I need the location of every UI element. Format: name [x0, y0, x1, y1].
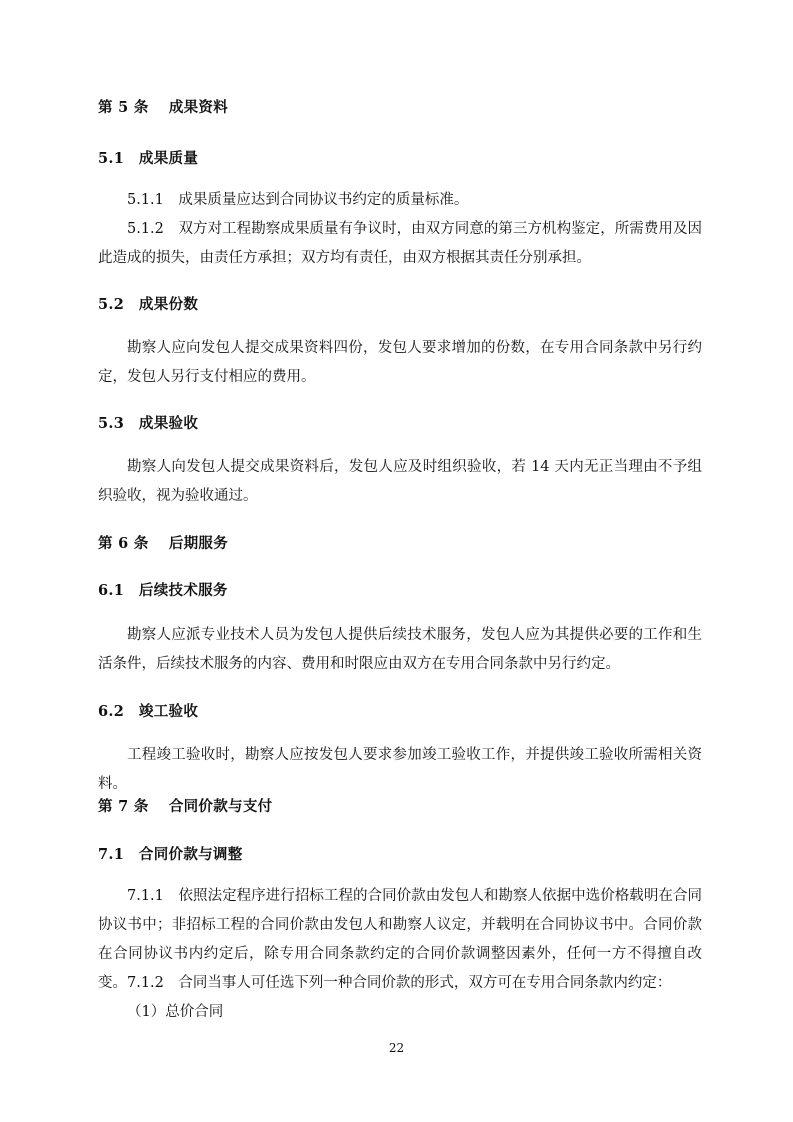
subsection-heading-6-2: 6.2 竣工验收 — [98, 703, 199, 720]
section-heading-6: 第 6 条 后期服务 — [98, 535, 229, 552]
paragraph-5-3: 勘察人向发包人提交成果资料后，发包人应及时组织验收，若 14 天内无正当理由不予组织验收，视为验收通过。 — [98, 459, 702, 504]
subsection-heading-6-1: 6.1 后续技术服务 — [98, 582, 228, 599]
clause-5-1-1: 5.1.1 成果质量应达到合同协议书约定的质量标准。 — [127, 192, 469, 208]
page-number: 22 — [388, 1041, 405, 1055]
clause-5-1-2: 5.1.2 双方对工程勘察成果质量有争议时，由双方同意的第三方机构鉴定，所需费用及因此造成的损失，由责任方承担；双方均有责任，由双方根据其责任分别承担。 — [98, 221, 702, 266]
subsection-heading-5-2: 5.2 成果份数 — [98, 296, 199, 313]
paragraph-6-2: 工程竣工验收时，勘察人应按发包人要求参加竣工验收工作，并提供竣工验收所需相关资料。 — [98, 747, 702, 792]
subsection-heading-7-1: 7.1 合同价款与调整 — [98, 846, 243, 863]
paragraph-5-2: 勘察人应向发包人提交成果资料四份，发包人要求增加的份数，在专用合同条款中另行约定，发包人另行支付相应的费用。 — [98, 340, 702, 385]
clause-7-1-2: 7.1.2 合同当事人可任选下列一种合同价款的形式，双方可在专用合同条款内约定： — [127, 975, 672, 991]
clause-7-1-1: 7.1.1 依照法定程序进行招标工程的合同价款由发包人和勘察人依据中选价格载明在合同协议书中；非招标工程的合同价款由发包人和勘察人议定，并载明在合同协议书中。合同价款在合同协议书内约定后，除专用合同条款约定的合同价款调整因素外，任何一方不得擅自改变。 — [98, 888, 702, 991]
subsection-heading-5-1: 5.1 成果质量 — [98, 150, 199, 167]
paragraph-6-1: 勘察人应派专业技术人员为发包人提供后续技术服务，发包人应为其提供必要的工作和生活条件，后续技术服务的内容、费用和时限应由双方在专用合同条款中另行约定。 — [98, 627, 702, 672]
section-heading-5: 第 5 条 成果资料 — [98, 99, 229, 116]
subsection-heading-5-3: 5.3 成果验收 — [98, 415, 199, 432]
section-heading-7: 第 7 条 合同价款与支付 — [98, 798, 273, 815]
list-item-total-price-contract: （1）总价合同 — [127, 1004, 224, 1020]
